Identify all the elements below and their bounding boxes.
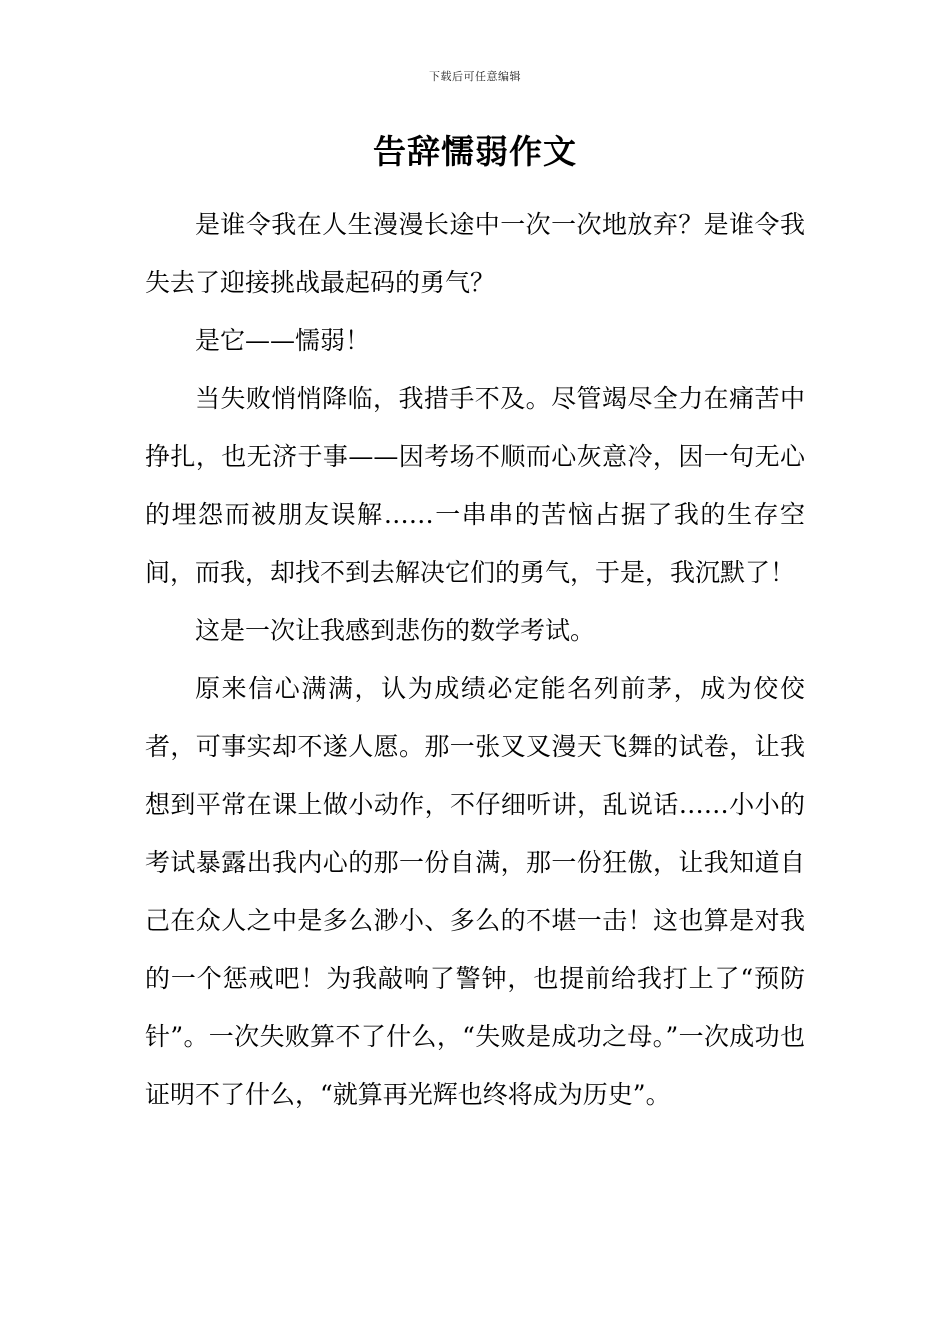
- document-title: 告辞懦弱作文: [373, 132, 577, 171]
- paragraph: 是它——懦弱！: [195, 326, 371, 355]
- paragraph: 这是一次让我感到悲伤的数学考试。: [195, 616, 596, 645]
- paragraph: 是谁令我在人生漫漫长途中一次一次地放弃？是谁令我失去了迎接挑战最起码的勇气？: [145, 210, 805, 297]
- document-body: [145, 196, 805, 1124]
- download-note: 下载后可任意编辑: [429, 70, 521, 83]
- paragraph: 原来信心满满，认为成绩必定能名列前茅，成为佼佼者，可事实却不遂人愿。那一张叉叉漫天飞舞的试卷，让我想到平常在课上做小动作，不仔细听讲，乱说话……小小的考试暴露出我内心的那一份自满，那一份狂傲，让我知道自己在众人之中是多么渺小、多么的不堪一击！这也算是对我的一个惩戒吧！为我敲响了警钟，也提前给我打上了“预防针”。一次失败算不了什么，“失败是成功之母。”一次成功也证明不了什么，“就算再光辉也终将成为历史”。: [145, 674, 805, 1109]
- paragraph: 当失败悄悄降临，我措手不及。尽管竭尽全力在痛苦中挣扎，也无济于事——因考场不顺而心灰意冷，因一句无心的埋怨而被朋友误解……一串串的苦恼占据了我的生存空间，而我，却找不到去解决它们的勇气，于是，我沉默了！: [145, 384, 805, 587]
